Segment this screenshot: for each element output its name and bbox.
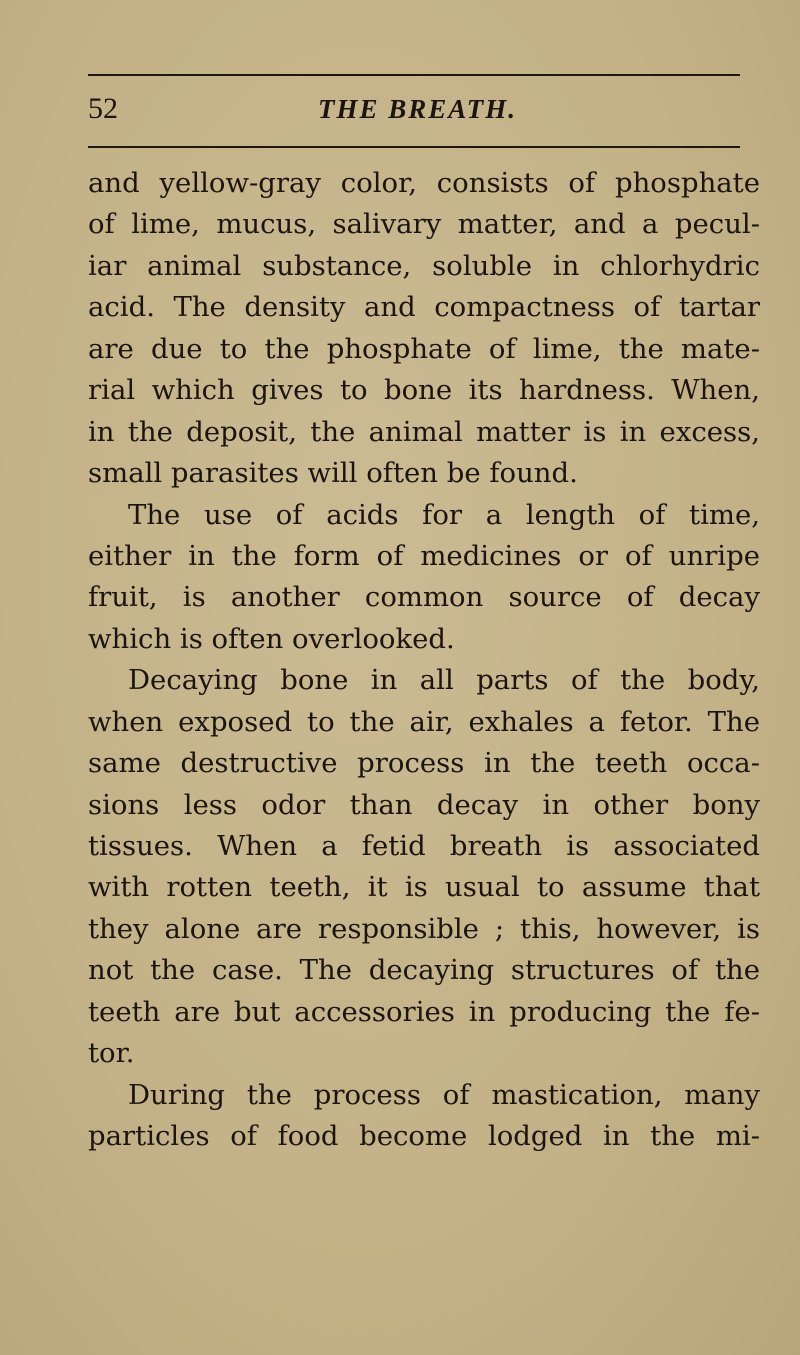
text-line: teeth are but accessories in producing the fe- bbox=[88, 995, 760, 1028]
body-text bbox=[88, 163, 760, 1158]
text-line: not the case. The decaying structures of the bbox=[88, 954, 760, 987]
text-line: are due to the phosphate of lime, the mate- bbox=[88, 332, 760, 365]
text-line: in the deposit, the animal matter is in excess, bbox=[88, 415, 760, 448]
text-line: same destructive process in the teeth occa- bbox=[88, 747, 760, 780]
text-line: fruit, is another common source of decay bbox=[88, 581, 760, 614]
text-line: tissues. When a fetid breath is associated bbox=[88, 830, 760, 862]
text-line: sions less odor than decay in other bony bbox=[88, 788, 760, 821]
text-line: During the process of mastication, many bbox=[128, 1078, 760, 1111]
text-line: and yellow-gray color, consists of phosphate bbox=[88, 167, 760, 199]
text-line: tor. bbox=[88, 1037, 135, 1070]
text-line: they alone are responsible ; this, however, is bbox=[88, 912, 760, 945]
page-number: 52 bbox=[88, 92, 118, 125]
text-line: iar animal substance, soluble in chlorhydric bbox=[88, 249, 760, 282]
running-head: THE BREATH. bbox=[318, 94, 518, 124]
header-rule-bottom bbox=[88, 146, 740, 148]
text-line: of lime, mucus, salivary matter, and a pecul- bbox=[88, 208, 760, 241]
header-rule-top bbox=[88, 74, 740, 76]
text-line: when exposed to the air, exhales a fetor. The bbox=[88, 705, 760, 738]
text-line: rial which gives to bone its hardness. When, bbox=[88, 374, 760, 407]
text-line: acid. The density and compactness of tartar bbox=[88, 291, 760, 324]
text-line: Decaying bone in all parts of the body, bbox=[128, 664, 760, 697]
text-line: particles of food become lodged in the mi- bbox=[88, 1120, 760, 1153]
text-line: The use of acids for a length of time, bbox=[128, 498, 760, 531]
text-line: which is often overlooked. bbox=[88, 622, 455, 655]
text-line: with rotten teeth, it is usual to assume that bbox=[88, 871, 760, 904]
text-line: small parasites will often be found. bbox=[88, 457, 578, 490]
text-line: either in the form of medicines or of unripe bbox=[88, 539, 760, 572]
